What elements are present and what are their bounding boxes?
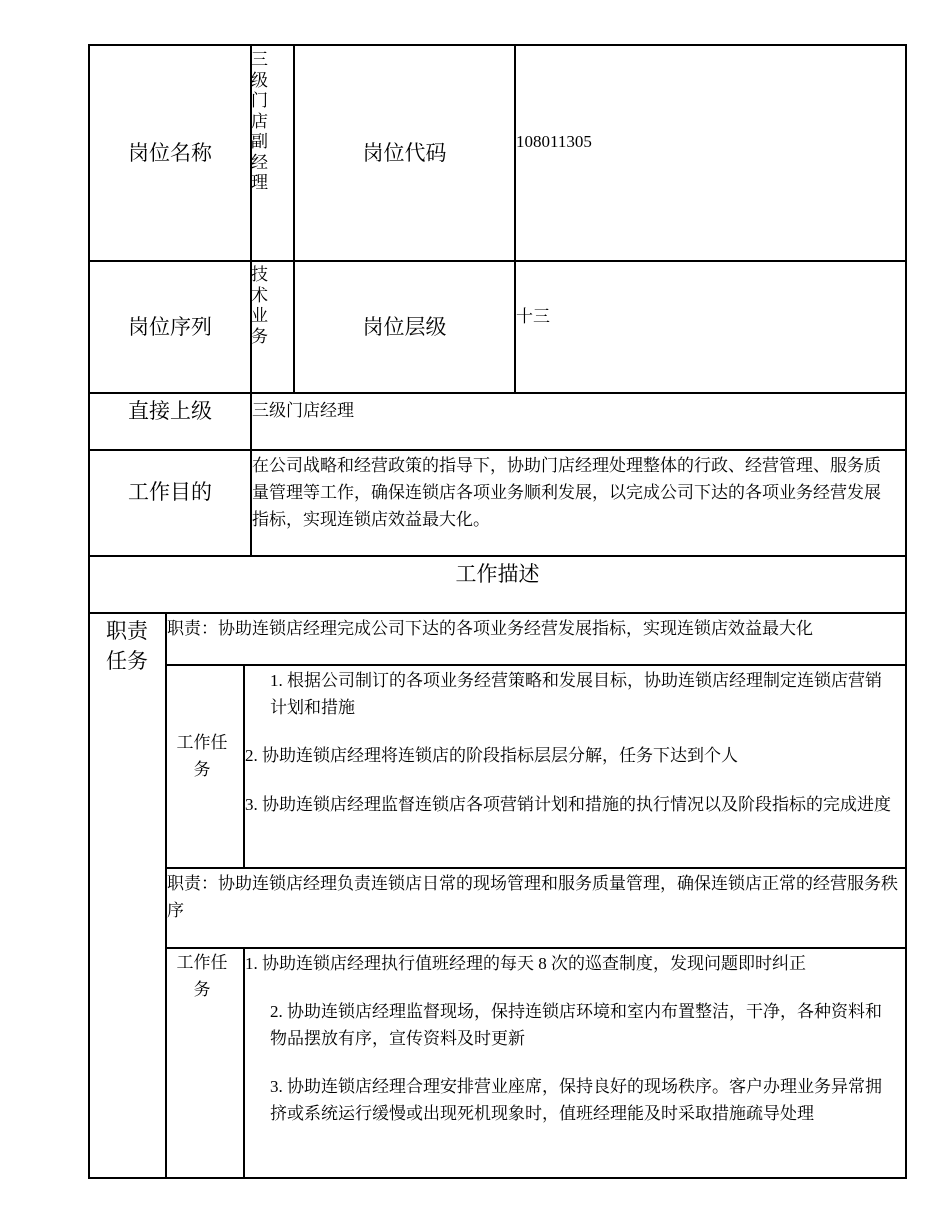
task-item: 1. 协助连锁店经理执行值班经理的每天 8 次的巡查制度，发现问题即时纠正 xyxy=(245,954,806,973)
position-level-value: 十三 xyxy=(516,307,550,326)
row-divider xyxy=(88,555,907,557)
row-divider xyxy=(165,867,907,869)
position-level-label: 岗位层级 xyxy=(362,315,447,339)
responsibility-text: 职责：协助连锁店经理完成公司下达的各项业务经营发展指标，实现连锁店效益最大化 xyxy=(167,619,813,638)
task-label: 工作任务 xyxy=(176,733,228,779)
position-sequence-value: 技术业务 xyxy=(251,265,268,346)
task-item: 1. 根据公司制订的各项业务经营策略和发展目标，协助连锁店经理制定连锁店营销计划和措施 xyxy=(270,671,882,717)
duties-label: 职责任务 xyxy=(106,619,148,673)
purpose-value: 在公司战略和经营政策的指导下，协助门店经理处理整体的行政、经营管理、服务质量管理等工作，确保连锁店各项业务顺利发展，以完成公司下达的各项业务经营发展指标，实现连锁店效益最大化。 xyxy=(252,456,881,529)
row-divider xyxy=(88,612,907,614)
supervisor-label: 直接上级 xyxy=(128,399,212,423)
task-label: 工作任务 xyxy=(176,953,228,999)
col-divider xyxy=(514,44,516,393)
task-item: 2. 协助连锁店经理监督现场，保持连锁店环境和室内布置整洁，干净，各种资料和物品摆放有序，宣传资料及时更新 xyxy=(270,1002,882,1048)
col-divider xyxy=(243,947,245,1178)
position-name-label: 岗位名称 xyxy=(128,141,212,165)
supervisor-value: 三级门店经理 xyxy=(252,401,354,420)
position-code-value: 108011305 xyxy=(516,132,592,151)
row-divider xyxy=(165,947,907,949)
responsibility-text: 职责：协助连锁店经理负责连锁店日常的现场管理和服务质量管理，确保连锁店正常的经营服务秩序 xyxy=(167,874,898,920)
task-item: 2. 协助连锁店经理将连锁店的阶段指标层层分解，任务下达到个人 xyxy=(245,746,738,765)
purpose-label: 工作目的 xyxy=(128,480,212,504)
table-border-bottom xyxy=(88,1177,907,1179)
task-item: 3. 协助连锁店经理监督连锁店各项营销计划和措施的执行情况以及阶段指标的完成进度 xyxy=(245,795,891,814)
position-sequence-label: 岗位序列 xyxy=(128,315,212,339)
position-name-value: 三级门店副经理 xyxy=(251,50,268,192)
section-header: 工作描述 xyxy=(455,562,540,586)
row-divider xyxy=(165,664,907,666)
position-code-label: 岗位代码 xyxy=(362,141,447,165)
task-item: 3. 协助连锁店经理合理安排营业座席，保持良好的现场秩序。客户办理业务异常拥挤或系统运行缓慢或出现死机现象时，值班经理能及时采取措施疏导处理 xyxy=(270,1077,882,1123)
